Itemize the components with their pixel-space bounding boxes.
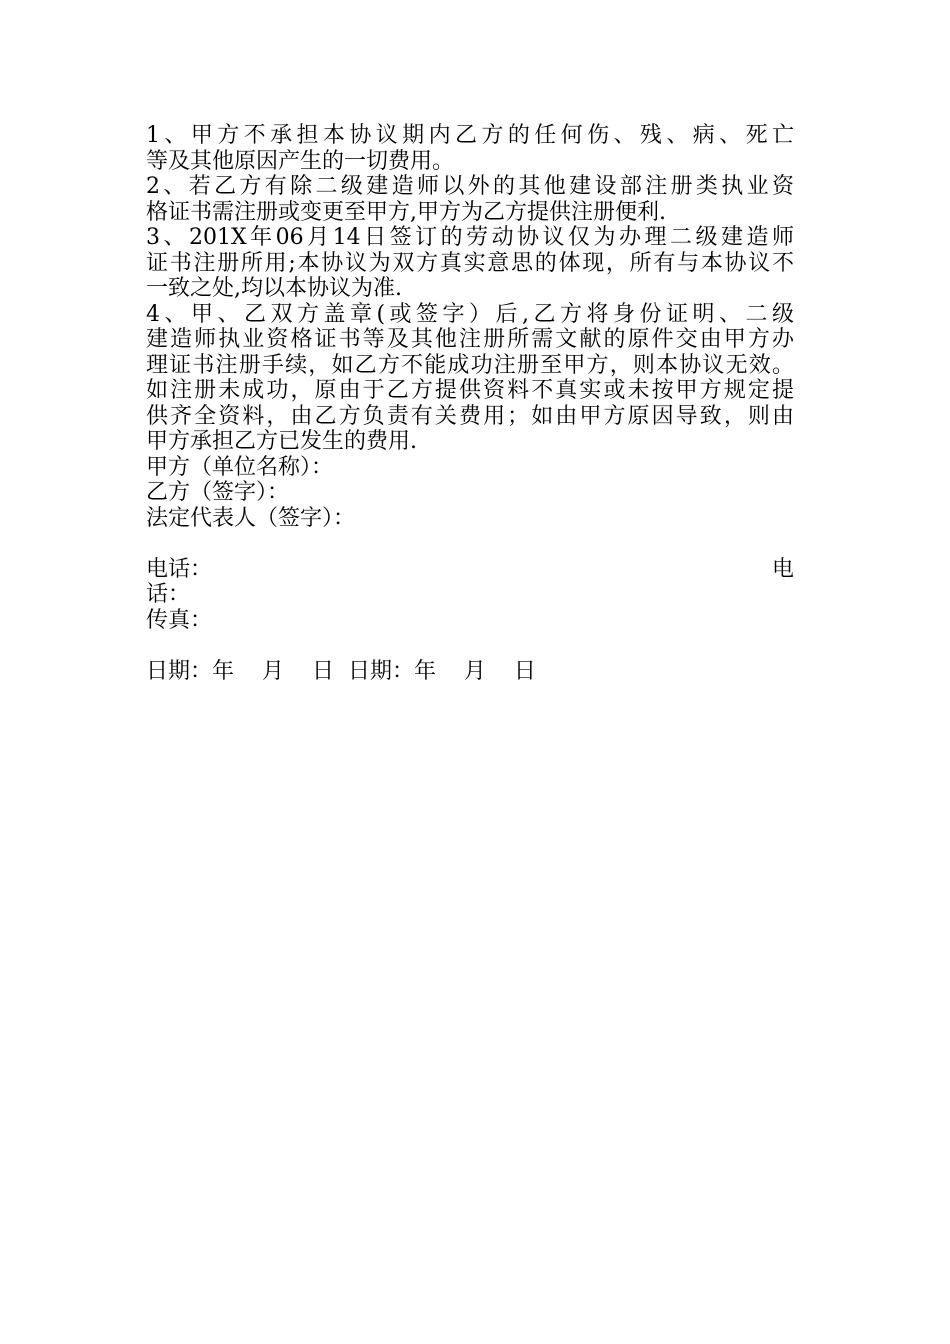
clause-1-line-1: 1、甲方不承担本协议期内乙方的任何伤、残、病、死亡 [146, 123, 794, 148]
phone-left-label: 电话： [146, 556, 213, 582]
clause-2-line-1: 2、若乙方有除二级建造师以外的其他建设部注册类执业资 [146, 174, 794, 199]
clause-2 [146, 174, 794, 225]
clause-4-line-6: 甲方承担乙方已发生的费用. [146, 429, 417, 454]
clause-4 [146, 302, 794, 455]
clause-4-line-2: 建造师执业资格证书等及其他注册所需文献的原件交由甲方办 [146, 327, 794, 352]
phone-right-char: 电 [771, 556, 794, 582]
clause-3-line-1: 3、201X年06月14日签订的劳动协议仅为办理二级建造师 [146, 225, 794, 250]
phone-row [146, 557, 794, 583]
spacer [146, 633, 794, 659]
clause-4-line-3: 理证书注册手续，如乙方不能成功注册至甲方，则本协议无效。 [146, 352, 794, 378]
clause-4-line-4: 如注册未成功，原由于乙方提供资料不真实或未按甲方规定提 [146, 378, 794, 403]
clause-4-line-1: 4、甲、乙双方盖章(或签字）后,乙方将身份证明、二级 [146, 301, 794, 327]
fax-label: 传真： [146, 607, 213, 633]
clause-1-line-2: 等及其他原因产生的一切费用。 [146, 148, 455, 174]
date-right: 日期：年 月 日 [347, 658, 536, 684]
clause-3 [146, 225, 794, 302]
agreement-page [146, 123, 794, 684]
date-row [146, 659, 794, 685]
clause-4-line-5: 供齐全资料，由乙方负责有关费用；如由甲方原因导致，则由 [146, 403, 794, 429]
legal-rep-label: 法定代表人（签字）： [146, 505, 356, 531]
clause-3-line-3: 一致之处,均以本协议为准. [146, 276, 402, 301]
clause-3-line-2: 证书注册所用;本协议为双方真实意思的体现，所有与本协议不 [146, 250, 794, 276]
phone-right-wrap: 话： [146, 582, 191, 607]
party-b-label: 乙方（签字）： [146, 480, 290, 505]
clause-1 [146, 123, 794, 174]
spacer [146, 531, 794, 557]
party-a-label: 甲方（单位名称）： [146, 454, 334, 480]
clause-2-line-2: 格证书需注册或变更至甲方,甲方为乙方提供注册便利. [146, 199, 666, 225]
date-left: 日期：年 月 日 [146, 658, 334, 684]
